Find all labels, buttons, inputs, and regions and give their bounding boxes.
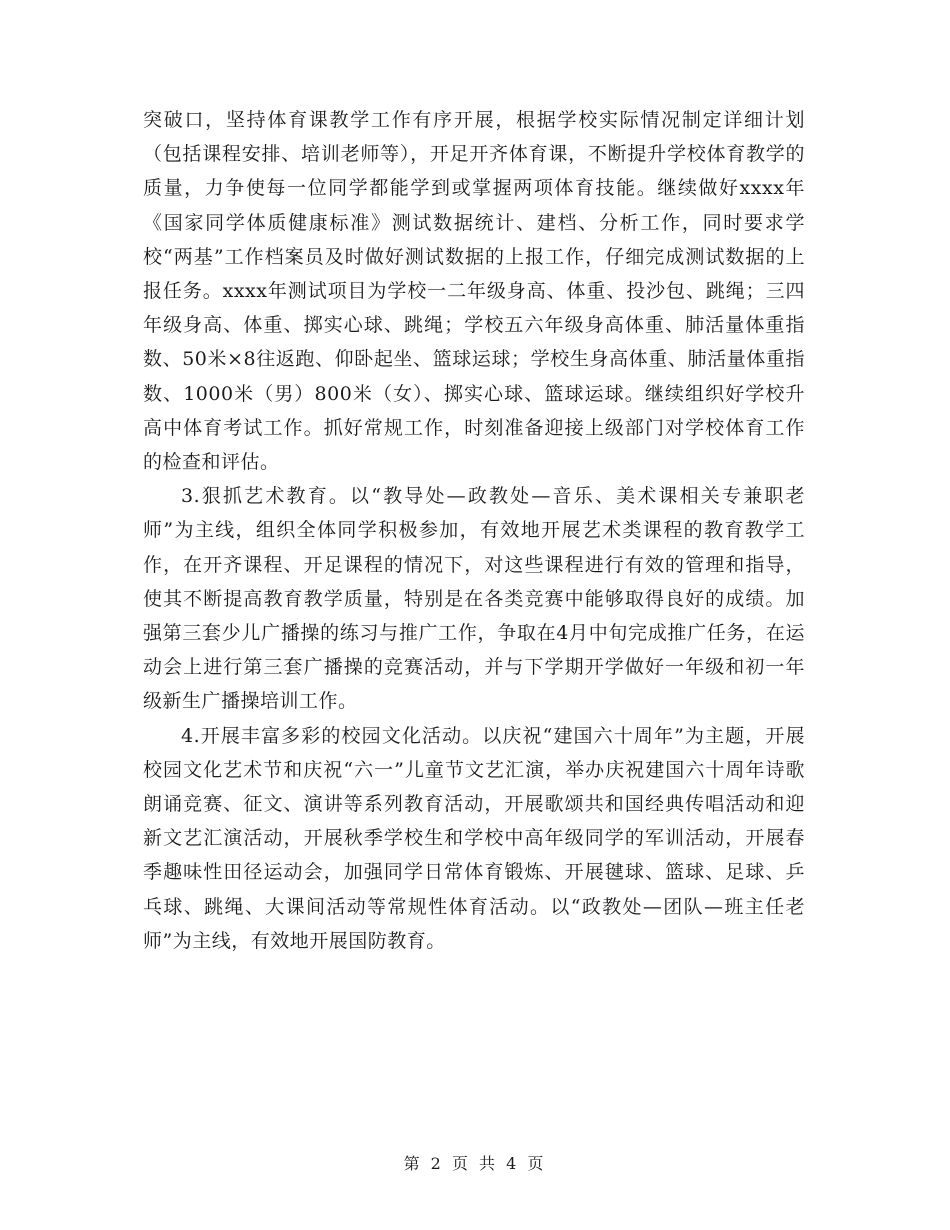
paragraph-campus-culture: 4.开展丰富多彩的校园文化活动。以庆祝“建国六十周年”为主题，开展校园文化艺术节和庆祝“六一”儿童节文艺汇演，举办庆祝建国六十周年诗歌朗诵竞赛、征文、演讲等系列教育活动，开展歌颂共和国经典传唱活动和迎新文艺汇演活动，开展秋季学校生和学校中高年级同学的军训活动，开展春季趣味性田径运动会，加强同学日常体育锻炼、开展毽球、篮球、足球、乒乓球、跳绳、大课间活动等常规性体育活动。以“政教处—团队—班主任老师”为主线，有效地开展国防教育。 — [143, 724, 805, 952]
page-number-label: 第 2 页 共 4 页 — [403, 1154, 547, 1173]
document-body — [143, 103, 805, 958]
paragraph-art-education: 3.狠抓艺术教育。以“教导处—政教处—音乐、美术课相关专兼职老师”为主线，组织全体同学积极参加，有效地开展艺术类课程的教育教学工作，在开齐课程、开足课程的情况下，对这些课程进行有效的管理和指导，使其不断提高教育教学质量，特别是在各类竞赛中能够取得良好的成绩。加强第三套少儿广播操的练习与推广工作，争取在4月中旬完成推广任务，在运动会上进行第三套广播操的竞赛活动，并与下学期开学做好一年级和初一年级新生广播操培训工作。 — [143, 485, 805, 713]
page-footer — [0, 1153, 950, 1175]
paragraph-pe-testing: 突破口，坚持体育课教学工作有序开展，根据学校实际情况制定详细计划（包括课程安排、培训老师等），开足开齐体育课，不断提升学校体育教学的质量，力争使每一位同学都能学到或掌握两项体育技能。继续做好xxxx年《国家同学体质健康标准》测试数据统计、建档、分析工作，同时要求学校“两基”工作档案员及时做好测试数据的上报工作，仔细完成测试数据的上报任务。xxxx年测试项目为学校一二年级身高、体重、投沙包、跳绳；三四年级身高、体重、掷实心球、跳绳；学校五六年级身高体重、肺活量体重指数、50米×8往返跑、仰卧起坐、篮球运球；学校生身高体重、肺活量体重指数、1000米（男）800米（女）、掷实心球、篮球运球。继续组织好学校升高中体育考试工作。抓好常规工作，时刻准备迎接上级部门对学校体育工作的检查和评估。 — [143, 109, 805, 474]
